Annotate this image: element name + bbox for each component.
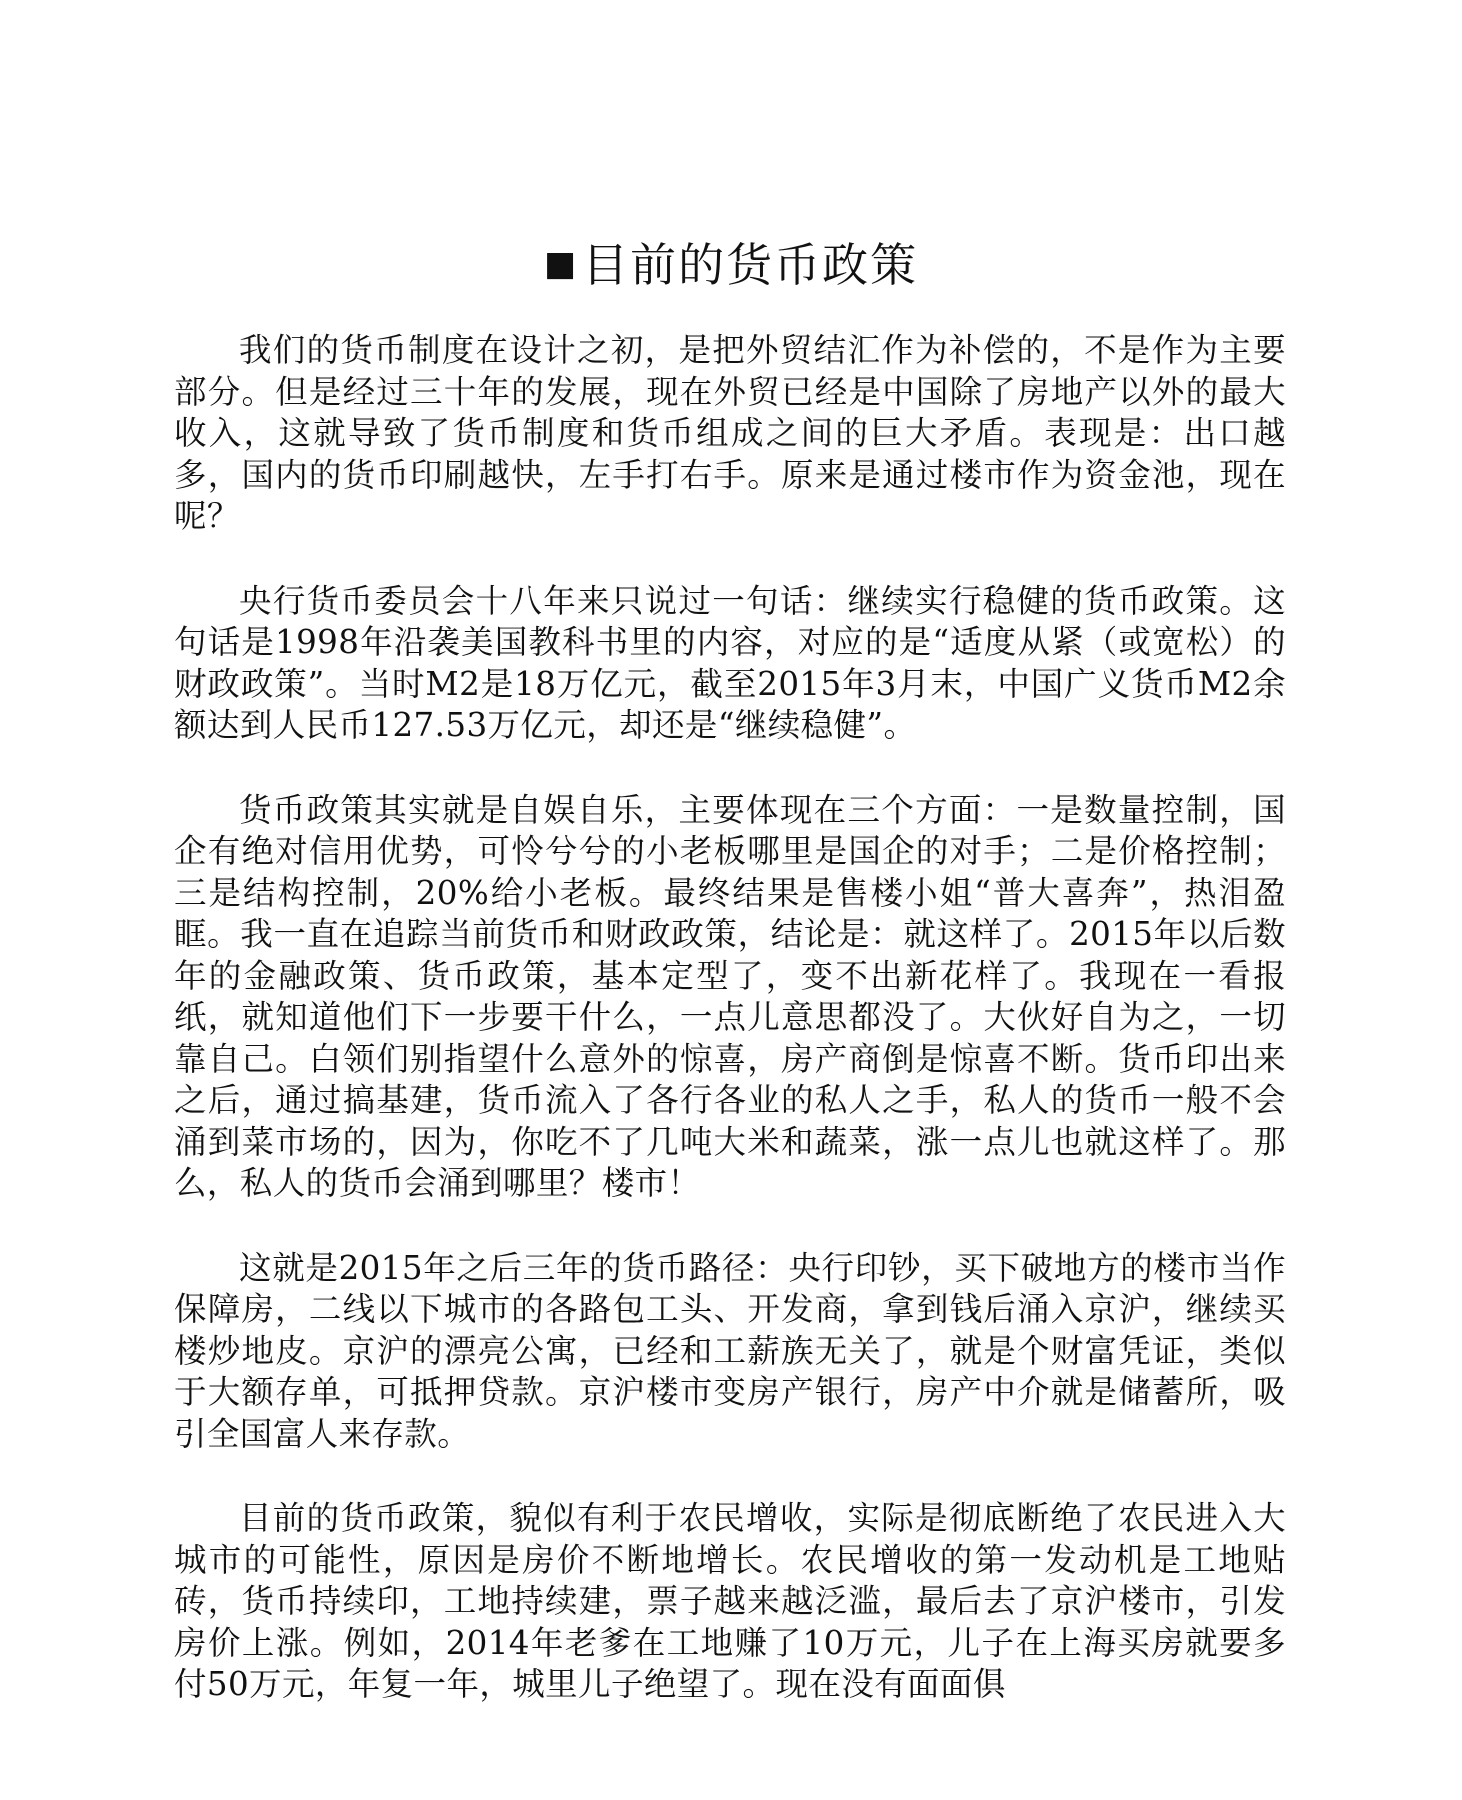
paragraph-5: 目前的货币政策，貌似有利于农民增收，实际是彻底断绝了农民进入大城市的可能性，原因是房价不断地增长。农民增收的第一发动机是工地贴砖，货币持续印，工地持续建，票子越来越泛滥，最后去了京沪楼市，引发房价上涨。例如，2014年老爹在工地赚了10万元，儿子在上海买房就要多付50万元，年复一年，城里儿子绝望了。现在没有面面俱 <box>174 1499 1286 1703</box>
page-title <box>0 232 1462 297</box>
paragraph-4: 这就是2015年之后三年的货币路径：央行印钞，买下破地方的楼市当作保障房，二线以下城市的各路包工头、开发商，拿到钱后涌入京沪，继续买楼炒地皮。京沪的漂亮公寓，已经和工薪族无关了，就是个财富凭证，类似于大额存单，可抵押贷款。京沪楼市变房产银行，房产中介就是储蓄所，吸引全国富人来存款。 <box>174 1248 1286 1453</box>
paragraph-2: 央行货币委员会十八年来只说过一句话：继续实行稳健的货币政策。这句话是1998年沿袭美国教科书里的内容，对应的是“适度从紧（或宽松）的财政政策”。当时M2是18万亿元，截至2015年3月末，中国广义货币M2余额达到人民币127.53万亿元，却还是“继续稳健”。 <box>174 581 1286 744</box>
page-title-text: 目前的货币政策 <box>582 238 919 292</box>
paragraph-3: 货币政策其实就是自娱自乐，主要体现在三个方面：一是数量控制，国企有绝对信用优势，可怜兮兮的小老板哪里是国企的对手；二是价格控制；三是结构控制，20%给小老板。最终结果是售楼小姐“普大喜奔”，热泪盈眶。我一直在追踪当前货币和财政政策，结论是：就这样了。2015年以后数年的金融政策、货币政策，基本定型了，变不出新花样了。我现在一看报纸，就知道他们下一步要干什么，一点儿意思都没了。大伙好自为之，一切靠自己。白领们别指望什么意外的惊喜，房产商倒是惊喜不断。货币印出来之后，通过搞基建，货币流入了各行各业的私人之手，私人的货币一般不会涌到菜市场的，因为，你吃不了几吨大米和蔬菜，涨一点儿也就这样了。那么，私人的货币会涌到哪里？楼市！ <box>174 790 1286 1202</box>
paragraph-1: 我们的货币制度在设计之初，是把外贸结汇作为补偿的，不是作为主要部分。但是经过三十年的发展，现在外贸已经是中国除了房地产以外的最大收入，这就导致了货币制度和货币组成之间的巨大矛盾。表现是：出口越多，国内的货币印刷越快，左手打右手。原来是通过楼市作为资金池，现在呢？ <box>174 331 1286 535</box>
article-body <box>174 330 1286 1749</box>
square-bullet-icon: ■ <box>543 244 579 284</box>
